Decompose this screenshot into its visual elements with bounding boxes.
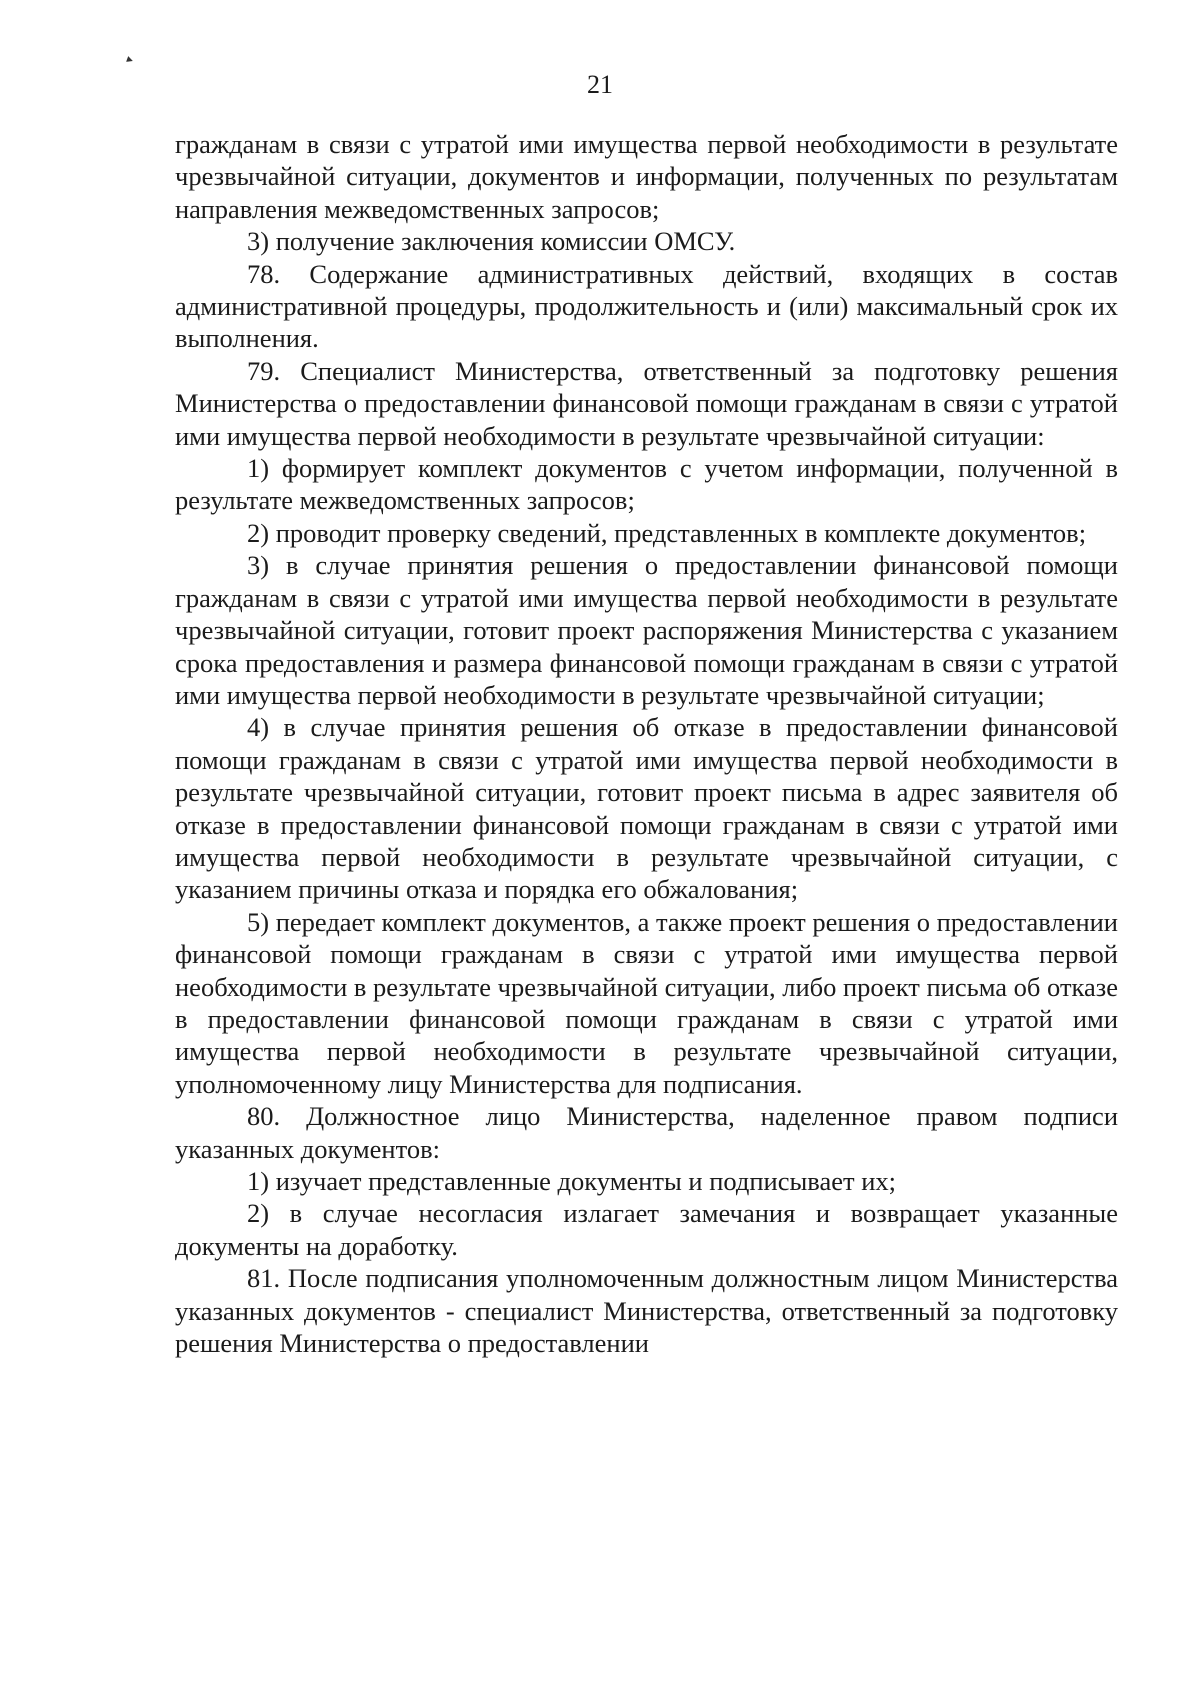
paragraph: 2) в случае несогласия излагает замечания и возвращает указанные документы на доработку.	[175, 1198, 1118, 1261]
paragraph: 3) получение заключения комиссии ОМСУ.	[247, 226, 736, 257]
document-body	[175, 128, 1118, 1359]
paragraph: 1) формирует комплект документов с учетом информации, полученной в результате межведомственных запросов;	[175, 453, 1118, 516]
paragraph: 78. Содержание административных действий, входящих в состав административной процедуры, продолжительность и (или) максимальный срок их выполнения.	[175, 258, 1118, 354]
paragraph: 5) передает комплект документов, а также проект решения о предоставлении финансовой помощи гражданам в связи с утратой ими имущества первой необходимости в результате чрезвычайной ситуации, либо проект письма об отказе в предоставлении финансовой помощи гражданам в связи с утратой ими имущества первой необходимости в результате чрезвычайной ситуации, уполномоченному лицу Министерства для подписания.	[175, 906, 1118, 1099]
paragraph: 81. После подписания уполномоченным должностным лицом Министерства указанных документов - специалист Министерства, ответственный за подготовку решения Министерства о предоставлении	[175, 1263, 1118, 1359]
paragraph: 80. Должностное лицо Министерства, наделенное правом подписи указанных документов:	[175, 1101, 1118, 1164]
paragraph: 2) проводит проверку сведений, представленных в комплекте документов;	[247, 517, 1087, 548]
paragraph: 3) в случае принятия решения о предоставлении финансовой помощи гражданам в связи с утратой ими имущества первой необходимости в результате чрезвычайной ситуации, готовит проект распоряжения Министерства с указанием срока предоставления и размера финансовой помощи гражданам в связи с утратой ими имущества первой необходимости в результате чрезвычайной ситуации;	[175, 550, 1118, 710]
scan-mark	[126, 56, 134, 64]
paragraph: 1) изучает представленные документы и подписывает их;	[247, 1166, 896, 1196]
paragraph: 79. Специалист Министерства, ответственный за подготовку решения Министерства о предоставлении финансовой помощи гражданам в связи с утратой ими имущества первой необходимости в результате чрезвычайной ситуации:	[175, 355, 1118, 451]
paragraph: гражданам в связи с утратой ими имущества первой необходимости в результате чрезвычайной ситуации, документов и информации, полученных по результатам направления межведомственных запросов;	[175, 129, 1118, 224]
paragraph: 4) в случае принятия решения об отказе в предоставлении финансовой помощи гражданам в связи с утратой ими имущества первой необходимости в результате чрезвычайной ситуации, готовит проект письма в адрес заявителя об отказе в предоставлении финансовой помощи гражданам в связи с утратой ими имущества первой необходимости в результате чрезвычайной ситуации, с указанием причины отказа и порядка его обжалования;	[175, 712, 1118, 905]
page-number: 21	[587, 70, 613, 99]
